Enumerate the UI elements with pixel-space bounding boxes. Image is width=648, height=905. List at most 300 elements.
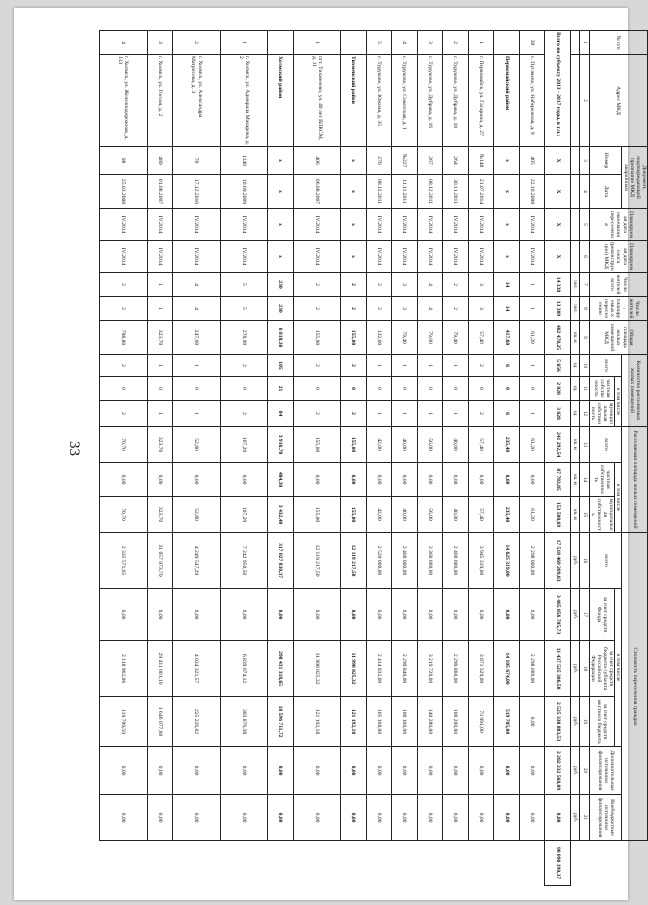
- table-cell: 1: [519, 297, 545, 321]
- table-cell: 5: [579, 209, 589, 241]
- table-cell: 0: [220, 377, 267, 401]
- table-cell: 153 508,69: [545, 497, 571, 533]
- table-cell: 10.09.2009: [220, 175, 267, 209]
- table-cell: 7: [579, 273, 589, 297]
- table-cell: 0,00: [173, 463, 220, 497]
- table-cell: 5: [366, 31, 392, 55]
- header-doc-number: Номер: [589, 147, 622, 175]
- table-cell: 40,00: [392, 427, 418, 463]
- address-cell: с. Пугачево, ул. Набережная, д. 9: [519, 55, 545, 147]
- table-cell: 2 335 571,65: [100, 533, 148, 589]
- table-cell: 2: [100, 297, 148, 321]
- table-cell: 29 411 001,10: [147, 641, 173, 697]
- table-cell: 6: [579, 241, 589, 273]
- table-cell: 3: [579, 147, 589, 175]
- table-cell: 303 876,38: [220, 697, 267, 747]
- table-cell: 2 400 000,00: [392, 533, 418, 589]
- table-cell: 105: [268, 355, 294, 377]
- table-cell: 0: [494, 377, 520, 401]
- table-cell: кв. м: [570, 427, 579, 463]
- table-cell: 14 625 319,00: [494, 533, 520, 589]
- table-cell: 0,00: [173, 747, 220, 795]
- table-cell: 12: [579, 401, 589, 427]
- table-cell: 14: [494, 273, 520, 297]
- table-cell: 08.12.2011: [366, 175, 392, 209]
- table-cell: 5: [220, 273, 267, 297]
- table-cell: 2: [366, 273, 392, 297]
- table-cell: 18: [579, 641, 589, 697]
- table-cell: IV.2014: [220, 241, 267, 273]
- table-cell: 25.03.2008: [100, 175, 148, 209]
- table-cell: 21: [579, 795, 589, 841]
- table-cell: 57,40: [468, 427, 494, 463]
- table-cell: 0,00: [443, 463, 469, 497]
- table-cell: 15: [579, 497, 589, 533]
- table-cell: 2 525 338 883,53: [545, 697, 571, 747]
- table-cell: 12 119 217,50: [293, 533, 340, 589]
- table-cell: 0,00: [220, 747, 267, 795]
- table-cell: 100 160,00: [392, 697, 418, 747]
- table-cell: 0,00: [494, 795, 520, 841]
- table-cell: 0,00: [494, 589, 520, 641]
- table-cell: 0,00: [220, 463, 267, 497]
- table-cell: 1: [147, 401, 173, 427]
- table-cell: 17: [579, 589, 589, 641]
- table-cell: 0,00: [417, 747, 443, 795]
- header-address: Адрес МКД: [589, 55, 647, 147]
- table-cell: X: [545, 147, 571, 175]
- table-cell: 0,00: [268, 795, 294, 841]
- table-cell: 52,80: [173, 497, 220, 533]
- table-cell: 0: [468, 377, 494, 401]
- table-cell: X: [545, 241, 571, 273]
- header-cost-incl: в том числе: [615, 589, 622, 747]
- table-cell: 0,00: [366, 795, 392, 841]
- table-cell: 0: [293, 377, 340, 401]
- table-cell: 56,00: [417, 497, 443, 533]
- table-cell: 2: [341, 273, 367, 297]
- table-cell: 2 299 800,00: [443, 641, 469, 697]
- table-cell: 11: [579, 377, 589, 401]
- table-cell: 1: [579, 31, 589, 55]
- table-cell: IV.2014: [293, 209, 340, 241]
- table-cell: 10: [579, 355, 589, 377]
- table-row: [100, 31, 148, 886]
- table-cell: 0,00: [220, 589, 267, 641]
- table-cell: IV.2014: [417, 209, 443, 241]
- table-cell: х: [341, 147, 367, 175]
- table-cell: [570, 209, 579, 241]
- table-cell: 61,20: [519, 497, 545, 533]
- table-cell: IV.2014: [417, 241, 443, 273]
- table-cell: 0,00: [443, 747, 469, 795]
- table-cell: х: [341, 241, 367, 273]
- table-cell: 2: [293, 273, 340, 297]
- table-cell: 70,70: [100, 497, 148, 533]
- table-cell: 0,00: [341, 463, 367, 497]
- table-cell: 0,00: [147, 589, 173, 641]
- header-residents-planned: Число жителей, планируемых к переселению: [589, 297, 647, 321]
- table-cell: 1: [417, 401, 443, 427]
- table-cell: 1: [443, 401, 469, 427]
- table-cell: 3: [147, 31, 173, 55]
- table-cell: 1: [147, 273, 173, 297]
- table-cell: 98: [100, 147, 148, 175]
- header-cost-total: всего: [589, 533, 622, 589]
- table-cell: 2: [341, 355, 367, 377]
- header-area-incl: в том числе: [615, 463, 622, 533]
- table-cell: [494, 31, 520, 55]
- table-cell: 1: [173, 401, 220, 427]
- table-cell: 1: [468, 31, 494, 55]
- header-no: № п/п: [589, 31, 647, 55]
- table-cell: х: [494, 147, 520, 175]
- table-cell: 2: [100, 355, 148, 377]
- table-cell: 2: [468, 401, 494, 427]
- header-additional: Дополнительные источники финансирования: [589, 747, 622, 795]
- table-cell: [268, 31, 294, 55]
- table-cell: 6 810,30: [268, 321, 294, 355]
- table-cell: х: [268, 209, 294, 241]
- table-cell: 155,00: [293, 497, 340, 533]
- table-cell: 3 432,40: [268, 497, 294, 533]
- table-cell: X: [545, 209, 571, 241]
- table-cell: 0,00: [100, 589, 148, 641]
- table-cell: ед.: [570, 377, 579, 401]
- table-cell: IV.2014: [519, 241, 545, 273]
- table-cell: IV.2014: [366, 209, 392, 241]
- table-cell: руб.: [570, 747, 579, 795]
- total-label: Всего по субъекту 2013 - 2017 годы, в т.ч.:: [545, 31, 571, 147]
- table-cell: IV.2014: [100, 209, 148, 241]
- table-cell: 2 028: [545, 377, 571, 401]
- table-cell: 323,70: [147, 497, 173, 533]
- table-cell: 482 478,25: [545, 321, 571, 355]
- table-cell: 0,00: [293, 589, 340, 641]
- table-cell: 21.07.2014: [468, 175, 494, 209]
- table-cell: 0,00: [468, 747, 494, 795]
- table-cell: 417,60: [494, 321, 520, 355]
- table-cell: 2: [220, 401, 267, 427]
- table-cell: руб.: [570, 697, 579, 747]
- table-cell: 0,00: [417, 795, 443, 841]
- table-cell: 0: [519, 377, 545, 401]
- table-cell: 42,00: [366, 427, 392, 463]
- table-cell: 230: [268, 297, 294, 321]
- table-cell: руб.: [570, 589, 579, 641]
- table-cell: 1 646 077,60: [147, 697, 173, 747]
- table-cell: 0,00: [173, 795, 220, 841]
- header-extrabudget: Внебюджетные источники финансирования: [589, 795, 622, 841]
- table-cell: 264: [443, 147, 469, 175]
- table-cell: х: [268, 147, 294, 175]
- table-cell: 40,00: [443, 427, 469, 463]
- table-cell: х: [494, 241, 520, 273]
- table-cell: IV.2014: [392, 209, 418, 241]
- address-cell: г. Холмск, ул. Железнодорожная, д. 113: [100, 55, 148, 147]
- table-cell: 8: [579, 297, 589, 321]
- address-cell: Холмский район: [268, 55, 294, 147]
- address-cell: с. Туруково, ул. Дубрава, д. 10: [443, 55, 469, 147]
- table-cell: 06.08.2007: [293, 175, 340, 209]
- header-local: за счет средств местного бюджета: [589, 697, 615, 747]
- table-cell: 267: [417, 147, 443, 175]
- table-cell: IV.2014: [147, 209, 173, 241]
- table-cell: 0: [417, 377, 443, 401]
- table-cell: 79,40: [443, 321, 469, 355]
- table-cell: 1140: [220, 147, 267, 175]
- table-cell: 61,20: [519, 321, 545, 355]
- table-cell: 2: [341, 401, 367, 427]
- table-cell: 406: [293, 147, 340, 175]
- total-row: [545, 31, 571, 886]
- table-cell: IV.2014: [519, 209, 545, 241]
- table-cell: 1: [147, 297, 173, 321]
- address-cell: с. Туруково, ул. Советская, д. 1: [392, 55, 418, 147]
- table-cell: 519 705,00: [494, 697, 520, 747]
- header-area-private: частная собственность: [589, 463, 615, 497]
- table-cell: [570, 175, 579, 209]
- table-cell: 0,00: [494, 463, 520, 497]
- district-subtotal-row: [341, 31, 367, 886]
- table-cell: 2 520 000,00: [366, 533, 392, 589]
- header-area-total: всего: [589, 427, 622, 463]
- header-total-area: Общая площадь жилых помещений МКД: [589, 321, 647, 355]
- header-cost: Стоимость переселения граждан: [622, 533, 648, 841]
- table-cell: 4: [100, 31, 148, 55]
- table-cell: 0,00: [392, 589, 418, 641]
- table-cell: 4: [417, 273, 443, 297]
- table-cell: х: [268, 175, 294, 209]
- table-cell: 73 991,00: [468, 697, 494, 747]
- header-doc: Документ, подтверждающий признание МКД аварийным: [622, 147, 648, 209]
- table-cell: 0,00: [293, 795, 340, 841]
- table-cell: 0,00: [173, 589, 220, 641]
- header-premises-area: Расселяемая площадь жилых помещений: [622, 427, 648, 533]
- table-cell: 0,00: [366, 747, 392, 795]
- table-cell: чел.: [570, 273, 579, 297]
- table-cell: [570, 241, 579, 273]
- table-cell: 6: [494, 401, 520, 427]
- table-cell: 2: [443, 31, 469, 55]
- table-cell: 13 309: [545, 297, 571, 321]
- table-cell: 247,00: [173, 321, 220, 355]
- table-cell: х: [268, 241, 294, 273]
- table-cell: 0: [443, 377, 469, 401]
- table-cell: 140 280,00: [417, 697, 443, 747]
- table-cell: 90 090 190,37: [545, 841, 571, 886]
- table-cell: [570, 31, 579, 55]
- table-cell: 22.10.2008: [519, 175, 545, 209]
- rotated-table-wrapper: [99, 30, 648, 886]
- table-cell: 2: [293, 355, 340, 377]
- table-cell: 70,70: [100, 427, 148, 463]
- table-cell: 2: [341, 297, 367, 321]
- table-cell: 0: [147, 377, 173, 401]
- table-cell: 2: [293, 297, 340, 321]
- table-cell: 6 839 074,12: [220, 641, 267, 697]
- table-cell: IV.2014: [100, 241, 148, 273]
- table-cell: 2: [100, 401, 148, 427]
- table-cell: 107,20: [220, 427, 267, 463]
- table-cell: 0,00: [519, 795, 545, 841]
- table-cell: 5 656: [545, 355, 571, 377]
- table-cell: 155,00: [341, 427, 367, 463]
- table-cell: 3 945 319,00: [468, 533, 494, 589]
- table-cell: 3 219 720,00: [417, 641, 443, 697]
- table-cell: 14 105 674,00: [494, 641, 520, 697]
- table-cell: ед.: [570, 355, 579, 377]
- table-cell: 40,00: [392, 497, 418, 533]
- table-cell: 3: [392, 273, 418, 297]
- table-cell: 2: [100, 273, 148, 297]
- table-row: [392, 31, 418, 886]
- table-row: [173, 31, 220, 886]
- table-cell: 7 242 950,50: [220, 533, 267, 589]
- table-cell: 225 226,02: [173, 697, 220, 747]
- header-residents-count: Число жителей всего: [589, 273, 647, 297]
- table-cell: 79,40: [392, 321, 418, 355]
- table-cell: 1: [519, 273, 545, 297]
- table-cell: 132,00: [366, 321, 392, 355]
- table-cell: 2: [366, 297, 392, 321]
- table-cell: 0,00: [366, 589, 392, 641]
- table-cell: 0: [341, 377, 367, 401]
- table-cell: 0,00: [468, 463, 494, 497]
- table-cell: 0,00: [341, 795, 367, 841]
- table-cell: 489: [147, 147, 173, 175]
- table-cell: 0: [366, 377, 392, 401]
- table-cell: 405: [519, 147, 545, 175]
- table-cell: 61,20: [519, 427, 545, 463]
- table-cell: 0,00: [293, 747, 340, 795]
- table-cell: чел.: [570, 297, 579, 321]
- table-cell: 14 338: [545, 273, 571, 297]
- table-cell: 6: [494, 355, 520, 377]
- table-cell: 57,40: [468, 321, 494, 355]
- table-cell: 0: [392, 377, 418, 401]
- table-cell: 11 998 025,32: [293, 641, 340, 697]
- table-cell: №227: [392, 147, 418, 175]
- table-cell: х: [341, 175, 367, 209]
- table-row: [519, 31, 545, 886]
- table-row: [293, 31, 340, 886]
- table-cell: IV.2014: [443, 209, 469, 241]
- table-cell: 12 119 217,50: [341, 533, 367, 589]
- table-cell: 2 298 000,00: [519, 641, 545, 697]
- table-cell: 1: [220, 31, 267, 55]
- table-cell: 21: [268, 377, 294, 401]
- table-cell: 0: [100, 377, 148, 401]
- table-cell: 4: [173, 273, 220, 297]
- table-cell: 0: [173, 377, 220, 401]
- table-cell: 0,00: [220, 795, 267, 841]
- table-cell: IV.2014: [147, 241, 173, 273]
- table-cell: 30.11.2011: [443, 175, 469, 209]
- table-cell: 2 400 000,00: [443, 533, 469, 589]
- table-cell: 0,00: [519, 697, 545, 747]
- header-area-municipal: муниципальная собственность: [589, 498, 615, 531]
- table-cell: IV.2014: [220, 209, 267, 241]
- table-cell: 4: [173, 297, 220, 321]
- table-cell: 42,00: [366, 497, 392, 533]
- table-cell: 84: [268, 401, 294, 427]
- table-cell: 14: [579, 463, 589, 497]
- table-cell: 0,00: [417, 589, 443, 641]
- table-cell: 107,20: [220, 497, 267, 533]
- table-cell: 3 360 000,00: [417, 533, 443, 589]
- address-cell: г. Первомайск, ул. Гагарина, д. 27: [468, 55, 494, 147]
- table-cell: 155,00: [293, 427, 340, 463]
- header-count-incl: в том числе: [615, 377, 622, 427]
- table-cell: 235,40: [494, 497, 520, 533]
- table-cell: 30: [519, 31, 545, 55]
- table-cell: 0,00: [519, 747, 545, 795]
- table-cell: 119 709,59: [100, 697, 148, 747]
- table-cell: IV.2014: [173, 209, 220, 241]
- table-cell: IV.2014: [173, 241, 220, 273]
- table-cell: 1: [392, 355, 418, 377]
- table-cell: 3: [417, 31, 443, 55]
- table-cell: 3: [468, 273, 494, 297]
- table-cell: 0,00: [519, 589, 545, 641]
- table-cell: 708,80: [100, 321, 148, 355]
- table-cell: 0,00: [468, 795, 494, 841]
- table-cell: 1: [147, 355, 173, 377]
- table-cell: 105 168,00: [366, 697, 392, 747]
- table-cell: руб.: [570, 533, 579, 589]
- table-cell: 0,00: [341, 589, 367, 641]
- table-cell: 40,00: [443, 497, 469, 533]
- table-cell: 2 298 000,00: [519, 533, 545, 589]
- table-cell: 17 518 469 209,83: [545, 533, 571, 589]
- table-cell: кв. м: [570, 463, 579, 497]
- table-cell: 0,00: [293, 463, 340, 497]
- table-cell: 1: [173, 355, 220, 377]
- table-cell: 2: [293, 401, 340, 427]
- table-cell: 31 057 973,70: [147, 533, 173, 589]
- table-cell: 17.12.2010: [173, 175, 220, 209]
- table-cell: 3: [392, 297, 418, 321]
- table-cell: 0,00: [147, 463, 173, 497]
- address-cell: Первомайский район: [494, 55, 520, 147]
- table-cell: IV.2014: [366, 241, 392, 273]
- header-count-private: частная собственность: [589, 377, 615, 401]
- column-index-row: [579, 31, 589, 886]
- table-cell: 1: [519, 401, 545, 427]
- table-cell: 235,40: [494, 427, 520, 463]
- table-cell: 100 200,00: [443, 697, 469, 747]
- header-planned-completion: Планируемая дата окончания переселения: [589, 209, 647, 241]
- table-cell: [341, 31, 367, 55]
- resettlement-register-table: [99, 30, 648, 886]
- table-cell: 0,00: [519, 463, 545, 497]
- header-doc-date: Дата: [589, 175, 622, 209]
- table-cell: 2: [443, 273, 469, 297]
- address-cell: г. Холмск, ул. Адмирала Макарова, д. 2: [220, 55, 267, 147]
- address-cell: с. Туруково, ул. Дубрава, д. 16: [417, 55, 443, 147]
- table-cell: 278,90: [220, 321, 267, 355]
- table-cell: №148: [468, 147, 494, 175]
- table-cell: [570, 55, 579, 147]
- table-cell: 317 027 830,37: [268, 533, 294, 589]
- table-cell: 1: [366, 355, 392, 377]
- district-subtotal-row: [494, 31, 520, 886]
- table-cell: 2: [220, 355, 267, 377]
- table-cell: 4: [392, 31, 418, 55]
- table-cell: 121 192,18: [341, 697, 367, 747]
- table-cell: 70: [173, 147, 220, 175]
